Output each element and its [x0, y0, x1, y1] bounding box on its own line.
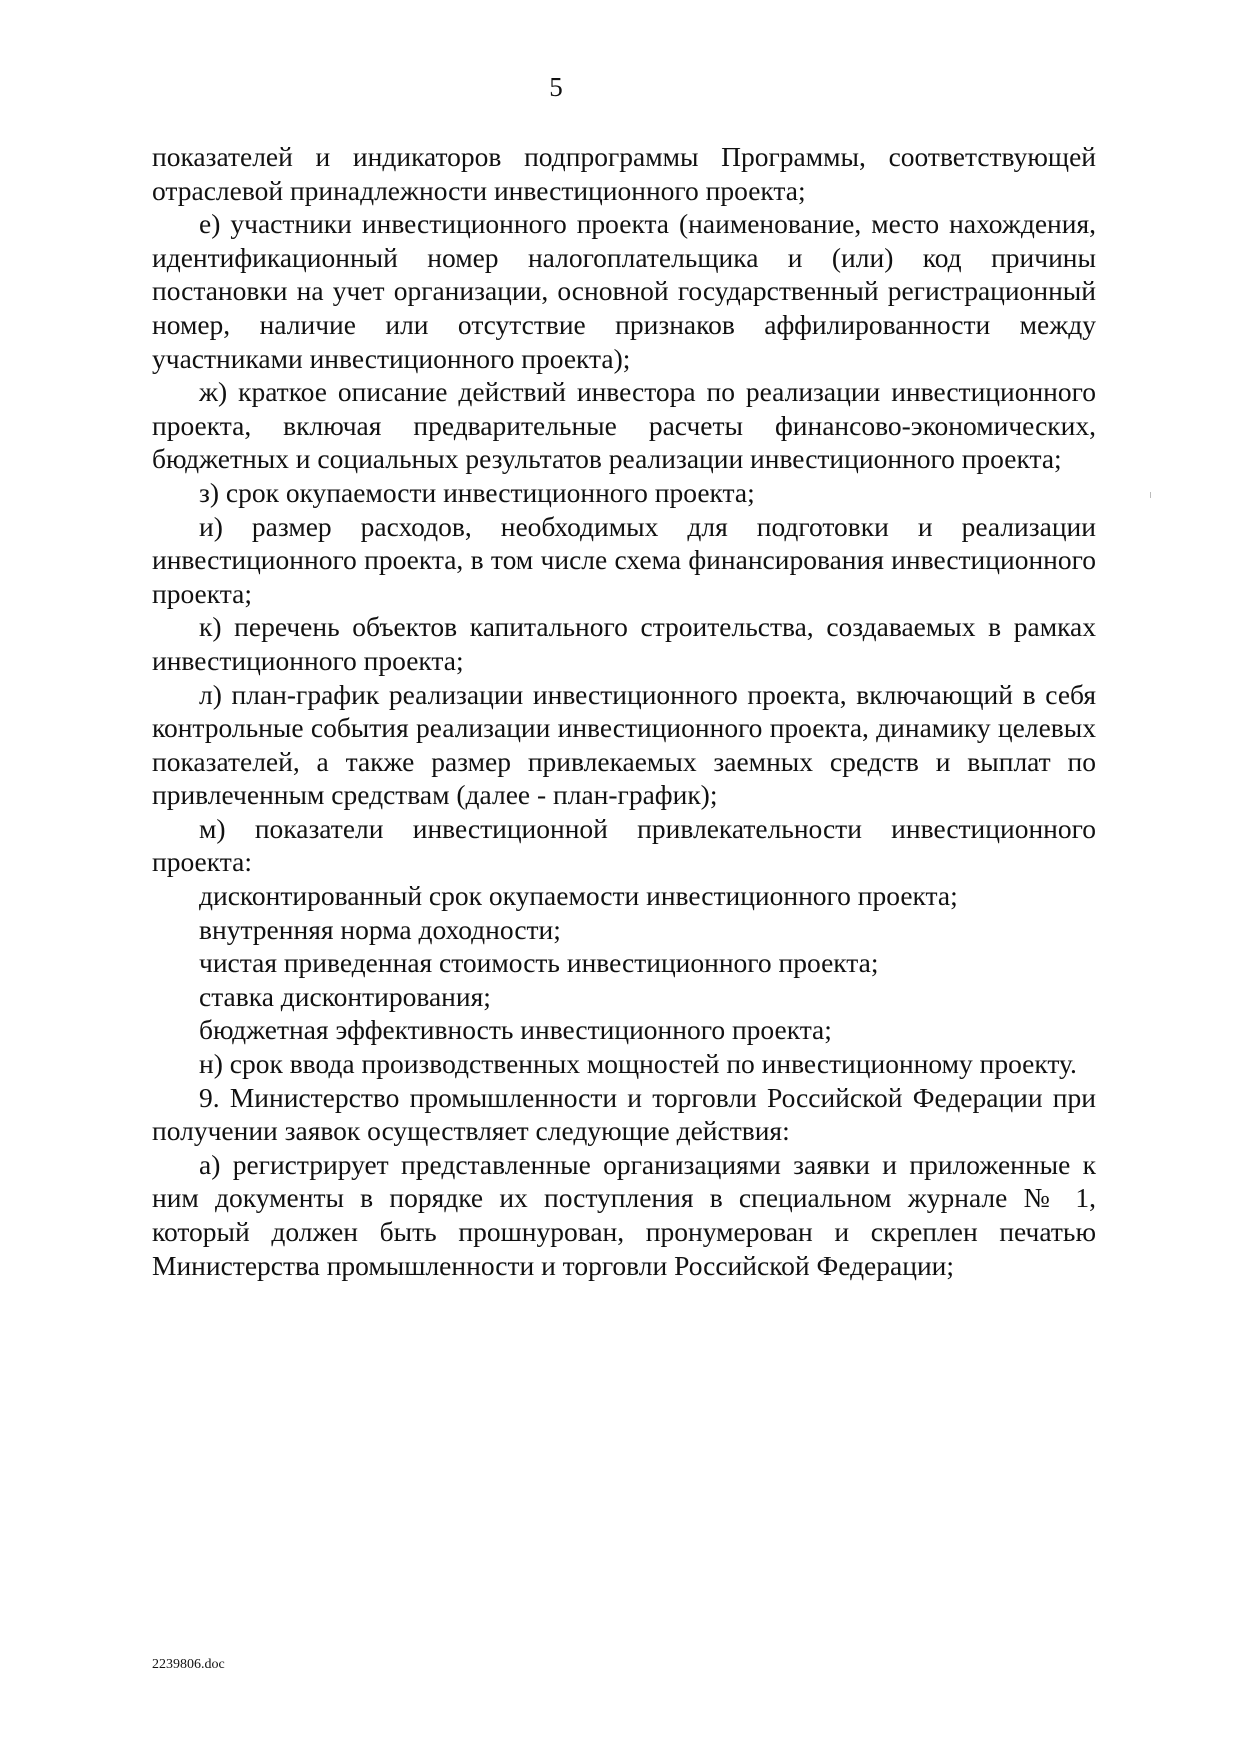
list-item-i-expenses: и) размер расходов, необходимых для подготовки и реализации инвестиционного проекта, в том числе схема финансирования инвестиционного проекта;	[152, 510, 1096, 609]
list-item-zh-investor-actions: ж) краткое описание действий инвестора по реализации инвестиционного проекта, включая предварительные расчеты финансово-экономических, бюджетных и социальных результатов реализации инвестиционного проекта;	[152, 376, 1096, 475]
document-body	[152, 140, 1096, 1282]
section-9-heading: 9. Министерство промышленности и торговли Российской Федерации при получении заявок осуществляет следующие действия:	[152, 1081, 1096, 1147]
list-item-e-participants: е) участники инвестиционного проекта (наименование, место нахождения, идентификационный номер налогоплательщика и (или) код причины постановки на учет организации, основной государственный регистрационный номер, наличие или отсутствие признаков аффилированности между участниками инвестиционного проекта);	[152, 208, 1096, 374]
list-item-a-registration: а) регистрирует представленные организациями заявки и приложенные к ним документы в порядке их поступления в специальном журнале № 1, который должен быть прошнурован, пронумерован и скреплен печатью Министерства промышленности и торговли Российской Федерации;	[152, 1148, 1096, 1281]
margin-mark	[1150, 492, 1151, 498]
list-item-z-payback-period: з) срок окупаемости инвестиционного проекта;	[199, 476, 755, 508]
footer-filename: 2239806.doc	[152, 1657, 225, 1672]
list-item-k-construction-objects: к) перечень объектов капитального строительства, создаваемых в рамках инвестиционного проекта;	[152, 611, 1096, 676]
indicator-discount-rate: ставка дисконтирования;	[199, 980, 491, 1012]
list-item-m-attractiveness-indicators: м) показатели инвестиционной привлекательности инвестиционного проекта:	[152, 812, 1096, 878]
list-item-n-capacity-commissioning: н) срок ввода производственных мощностей по инвестиционному проекту.	[199, 1048, 1077, 1080]
indicator-irr: внутренняя норма доходности;	[199, 913, 561, 945]
indicator-budget-efficiency: бюджетная эффективность инвестиционного проекта;	[199, 1014, 832, 1046]
list-item-l-schedule: л) план-график реализации инвестиционного проекта, включающий в себя контрольные события реализации инвестиционного проекта, динамику целевых показателей, а также размер привлекаемых заемных средств и выплат по привлеченным средствам (далее - план-график);	[152, 678, 1096, 811]
page-number: 5	[549, 72, 563, 102]
paragraph-continuation: показателей и индикаторов подпрограммы Программы, соответствующей отраслевой принадлежности инвестиционного проекта;	[152, 141, 1096, 206]
indicator-npv: чистая приведенная стоимость инвестиционного проекта;	[199, 947, 879, 979]
indicator-discounted-payback: дисконтированный срок окупаемости инвестиционного проекта;	[199, 880, 958, 912]
